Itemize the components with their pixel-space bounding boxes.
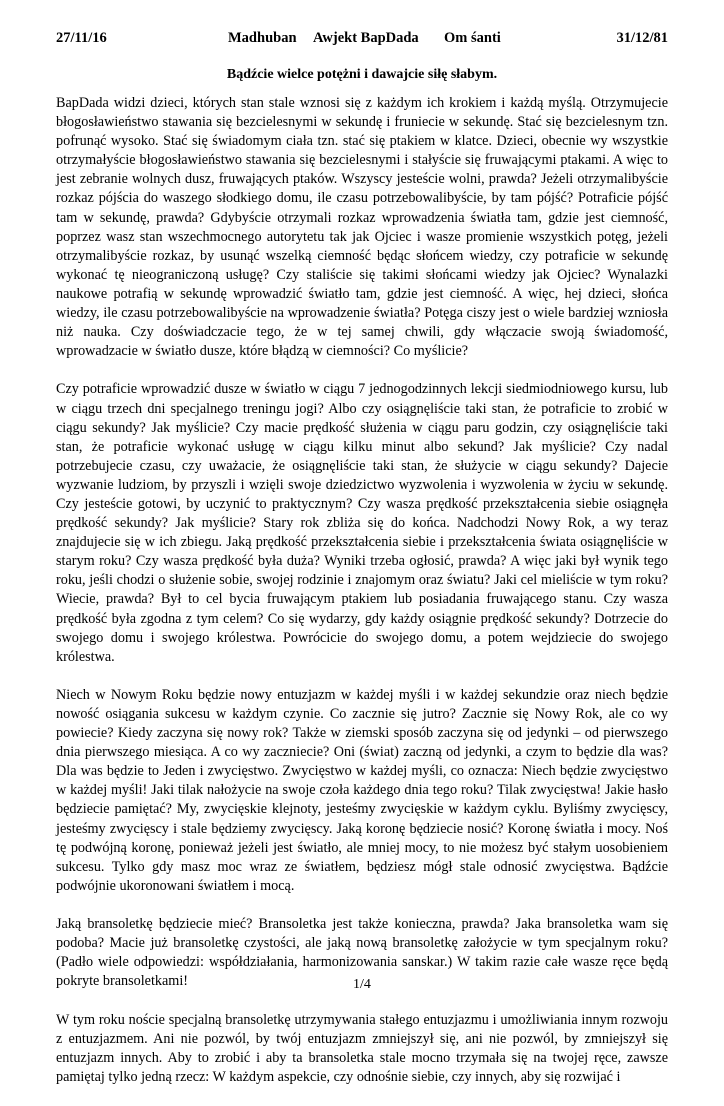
paragraph: BapDada widzi dzieci, których stan stale wznosi się z każdym ich krokiem i każdą myślą. Otrzymujecie błogosławieństwo stawania się bezcielesnymi w sekundę i fruniecie w sekundę. Stać się bezcielesnym tzn. pofrunąć wysoko. Stać się świadomym ciała tzn. stać się ptakiem w klatce. Dzieci, obecnie wy wszystkie otrzymałyście błogosławieństwo stawania się bezcielesnymi i stałyście się fruwającymi ptakami. A więc to jest zebranie wolnych dusz, fruwających ptaków. Wszyscy jesteście wolni, prawda? Jeżeli otrzymalibyście rozkaz pójścia do waszego słodkiego domu, ile czasu potrzebowalibyście, by tam pójść? Potraficie pójść tam w sekundę, prawda? Gdybyście otrzymali rozkaz wprowadzenia światła tam, gdzie jest ciemność, poprzez wasz stan wszechmocnego autorytetu tak jak Ojciec i wasze promienie wszystkich potęg, jeżeli otrzymalibyście rozkaz, by usunąć wszelką ciemność będąc słońcem wiedzy, czy potraficie w sekundę wykonać tę nieograniczoną usługę? Czy staliście się takimi słońcami wiedzy jak Ojciec? Wynalazki naukowe potrafią w sekundę wprowadzić światło tam, gdzie jest ciemność. A więc, hej dzieci, słońca wiedzy, ile czasu potrzebowalibyście na wprowadzenie światła? Potęga ciszy jest o wiele bardziej wzniosła niż nauka. Czy doświadczacie tego, że w tej samej chwili, gdy włączacie swoją świadomość, wprowadzacie w światło dusze, które błądzą w ciemności? Co myślicie? [56, 95, 668, 360]
paragraph: W tym roku noście specjalną bransoletkę utrzymywania stałego entuzjazmu i umożliwiania innym rozwoju z entuzjazmem. Ani nie pozwól, by twój entuzjazm zmniejszył się, ani nie pozwól, by zmniejszył się entuzjazm innych. Aby to zrobić i aby ta bransoletka stale mocno trzymała się na twojej ręce, zawsze pamiętaj tylko jedną rzecz: W każdym aspekcie, czy odnośnie siebie, czy innych, aby się rozwijać i [56, 1011, 668, 1085]
header-date-right: 31/12/81 [616, 30, 668, 46]
document-title: Bądźcie wielce potężni i dawajcie siłę słabym. [226, 67, 498, 82]
page-number: 1/4 [353, 977, 371, 992]
header-greeting: Om śanti [444, 30, 501, 46]
paragraph: Niech w Nowym Roku będzie nowy entuzjazm w każdej myśli i w każdej sekundzie oraz niech będzie nowość osiągania sukcesu w każdym czynie. Co zacznie się jutro? Zacznie się Nowy Rok, ale co wy powiecie? Kiedy zaczyna się nowy rok? Także w ziemski sposób zaczyna się od jedynki – od pierwszego dnia pierwszego miesiąca. A co wy zaczniecie? Oni (świat) zaczną od jedynki, a czym to będzie dla was? Dla was będzie to Jeden i zwycięstwo. Zwycięstwo w każdej myśli, co oznacza: Niech będzie zwycięstwo w każdej myśli! Jaki tilak nałożycie na swoje czoła każdego dnia tego roku? Tilak zwycięstwa! Jakie hasło będziecie pamiętać? My, zwycięskie klejnoty, jesteśmy zwycięskie w każdym cyklu. Byliśmy zwycięscy, jesteśmy zwycięscy i stale będziemy zwycięscy. Jaką koronę będziecie nosić? Koronę światła i mocy. Noś tę podwójną koronę, ponieważ jeżeli jest światło, ale mniej mocy, to nie możesz być stałym uosobieniem sukcesu. Tylko gdy masz moc wraz ze światłem, będziesz mógł stale odnosić zwycięstwa. Bądźcie podwójnie ukoronowani światłem i mocą. [56, 686, 668, 894]
document-body [56, 94, 668, 1106]
paragraph: Czy potraficie wprowadzić dusze w światło w ciągu 7 jednogodzinnych lekcji siedmiodniowego kursu, lub w ciągu trzech dni specjalnego treningu jogi? Albo czy osiągnęliście taki stan, że potraficie to zrobić w ciągu sekundy? Jak myślicie? Czy macie prędkość służenia w ciągu paru godzin, czy osiągnęliście taki stan, że potraficie wykonać usługę w ciągu kilku minut albo sekund? Jak myślicie? Czy nadal potrzebujecie czasu, czy uważacie, że osiągnęliście taki stan, że służycie w ciągu sekundy? Dajecie wyzwanie ludziom, by przyszli i wzięli swoje dziedzictwo wyzwolenia i wyzwolenia w życiu w sekundę. Czy jesteście gotowi, by uczynić to praktycznym? Czy wasza prędkość przekształcenia siebie osiągnęła prędkość sekundy? Jak myślicie? Stary rok zbliża się do końca. Nadchodzi Nowy Rok, a wy teraz znajdujecie się w ich zbiegu. Jaką prędkość przekształcenia siebie i przekształcenia świata osiągnęliście w starym roku? Czy wasza prędkość była duża? Wyniki trzeba ogłosić, prawda? A więc jaki był wynik tego roku, jeśli chodzi o służenie sobie, swojej rodzinie i znajomym oraz światu? Jaki cel mieliście w tym roku? Wiecie, prawda? Był to cel bycia fruwającym ptakiem lub posiadania fruwającego stanu. Czy wasza prędkość była zgodna z tym celem? Co się wydarzy, gdy każdy osiągnie prędkość sekundy? Dotrzecie do swojego domu i swojego królestwa. Powrócicie do swojego domu, a potem wejdziecie do swojego królestwa. [56, 381, 668, 665]
document-header [56, 28, 668, 48]
header-date-left: 27/11/16 [56, 30, 107, 46]
header-location: Madhuban [228, 30, 297, 46]
paragraph: Jaką bransoletkę będziecie mieć? Bransoletka jest także konieczna, prawda? Jaka bransoletka wam się podoba? Macie już bransoletkę czystości, ale jaką nową bransoletkę założycie w tym specjalnym roku? (Padło wiele odpowiedzi: współdziałania, harmonizowania sanskar.) W takim razie całe wasze ręce będą pokryte bransoletkami! [56, 916, 668, 990]
header-speaker: Awjekt BapDada [313, 30, 419, 46]
